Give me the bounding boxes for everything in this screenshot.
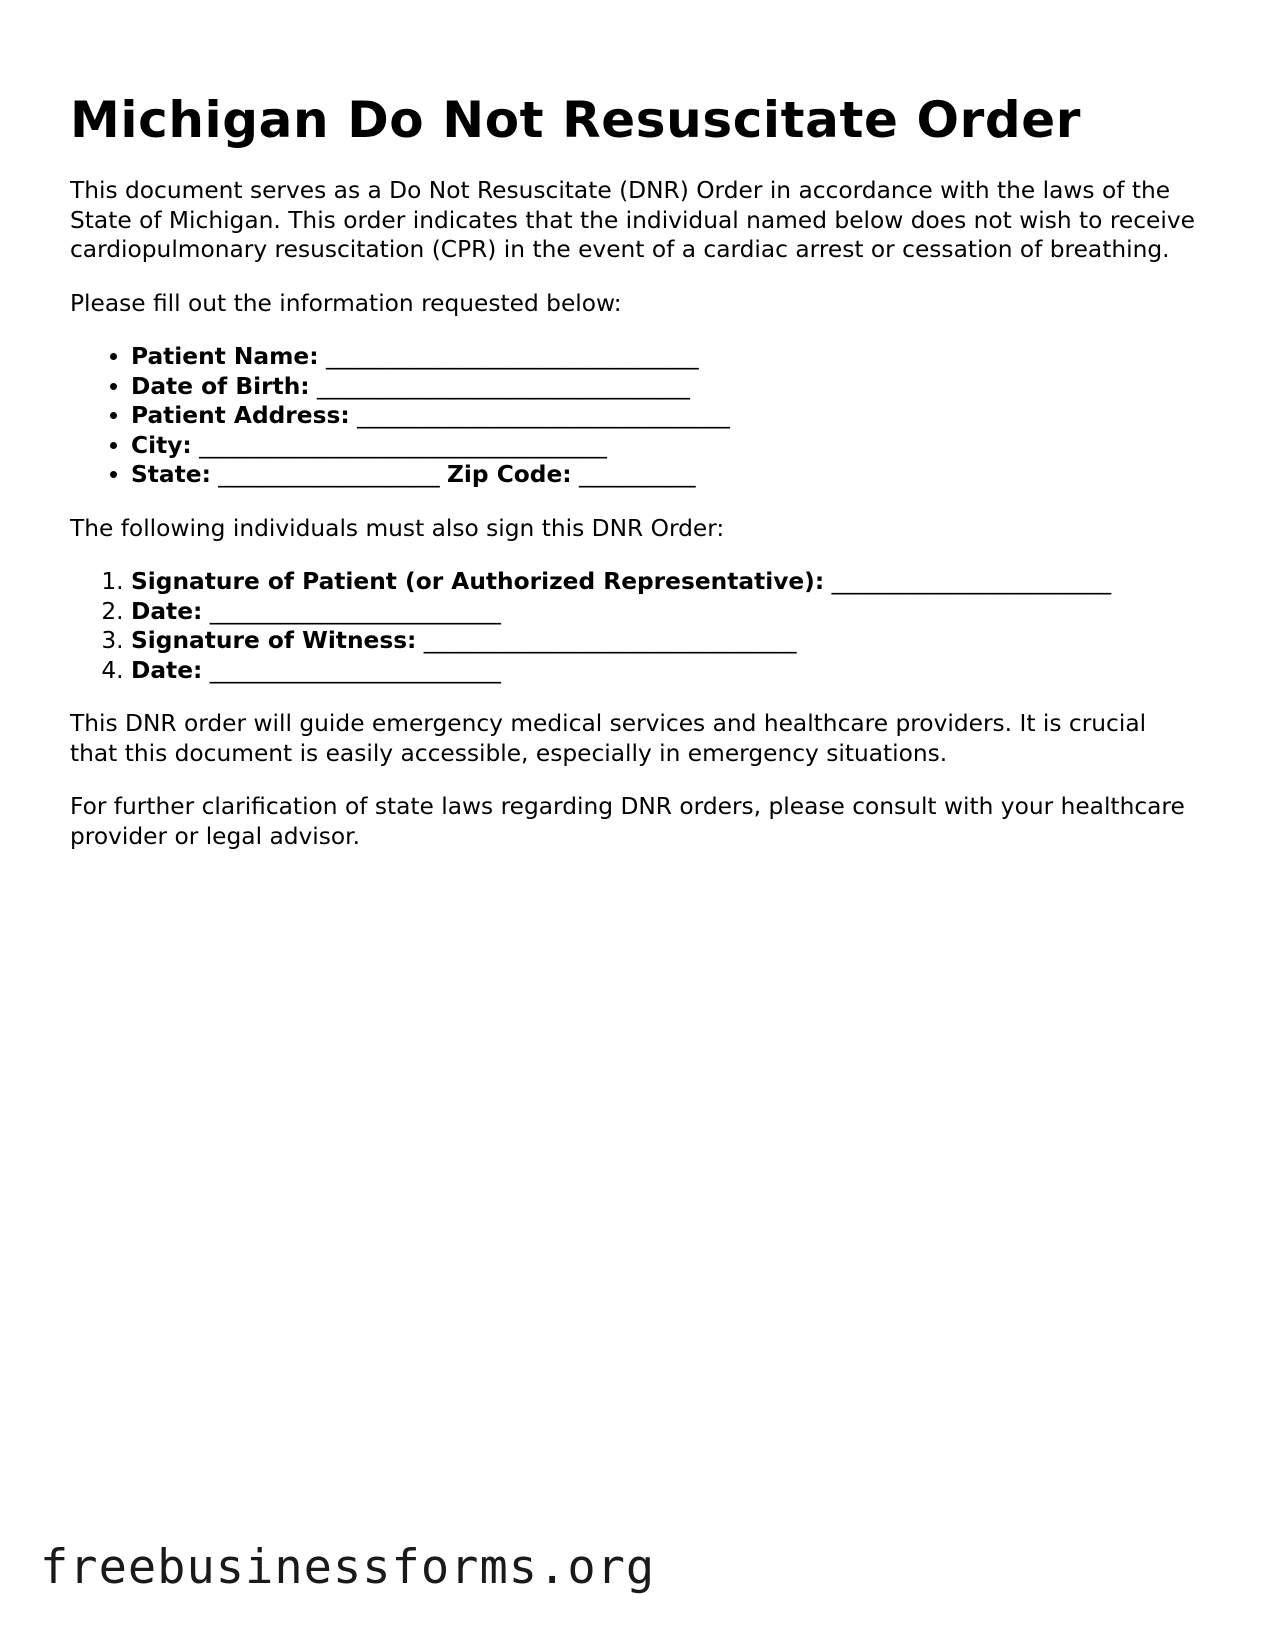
- signature-list: [70, 567, 1200, 685]
- witness-signature-date-field: [131, 656, 1200, 686]
- field-label: Date:: [131, 597, 203, 625]
- intro-paragraph: This document serves as a Do Not Resuscitate (DNR) Order in accordance with the laws of the State of Michigan. This order indicates that the individual named below does not wish to receive cardiopulmonary resuscitation (CPR) in the event of a cardiac arrest or cessation of breathing.: [70, 177, 1195, 263]
- field-label: City:: [131, 431, 192, 459]
- patient-name-field: [131, 342, 1200, 372]
- patient-signature-field: [131, 567, 1200, 597]
- witness-signature-field: [131, 626, 1200, 656]
- field-blank[interactable]: _________________________: [209, 656, 501, 684]
- field-blank[interactable]: ___________________: [218, 461, 440, 488]
- field-blank[interactable]: ________________________________: [423, 627, 797, 654]
- field-blank[interactable]: ________________________________: [357, 402, 730, 429]
- field-label: State:: [131, 461, 211, 488]
- document-page: [70, 84, 1200, 851]
- patient-address-field: [131, 401, 1200, 431]
- field-blank[interactable]: ________________________: [831, 568, 1112, 595]
- field-label: Patient Address:: [131, 402, 350, 429]
- field-blank[interactable]: ________________________________: [325, 343, 699, 370]
- field-blank[interactable]: ___________________________________: [199, 431, 607, 459]
- field-label: Date of Birth:: [131, 372, 310, 400]
- field-label: Signature of Witness:: [131, 627, 417, 654]
- signers-prompt: The following individuals must also sign this DNR Order:: [70, 514, 725, 542]
- state-zip-field: [131, 460, 1200, 490]
- date-of-birth-field: [131, 372, 1200, 402]
- page-title: Michigan Do Not Resuscitate Order: [70, 91, 1082, 149]
- field-blank[interactable]: _________________________: [209, 597, 501, 625]
- field-label: Patient Name:: [131, 343, 319, 370]
- fill-prompt: Please fill out the information requested below:: [70, 289, 622, 317]
- patient-signature-date-field: [131, 597, 1200, 627]
- field-label: Zip Code:: [447, 461, 572, 488]
- footer-watermark: freebusinessforms.org: [40, 1540, 656, 1595]
- field-blank[interactable]: __________: [579, 461, 696, 488]
- field-label: Signature of Patient (or Authorized Representative):: [131, 568, 825, 595]
- closing-paragraph-2: For further clarification of state laws regarding DNR orders, please consult with your healthcare provider or legal advisor.: [70, 793, 1185, 850]
- city-field: [131, 431, 1200, 461]
- field-label: Date:: [131, 656, 203, 684]
- patient-info-list: [70, 342, 1200, 490]
- field-blank[interactable]: ________________________________: [317, 372, 690, 400]
- closing-paragraph-1: This DNR order will guide emergency medical services and healthcare providers. It is crucial that this document is easily accessible, especially in emergency situations.: [70, 710, 1147, 767]
